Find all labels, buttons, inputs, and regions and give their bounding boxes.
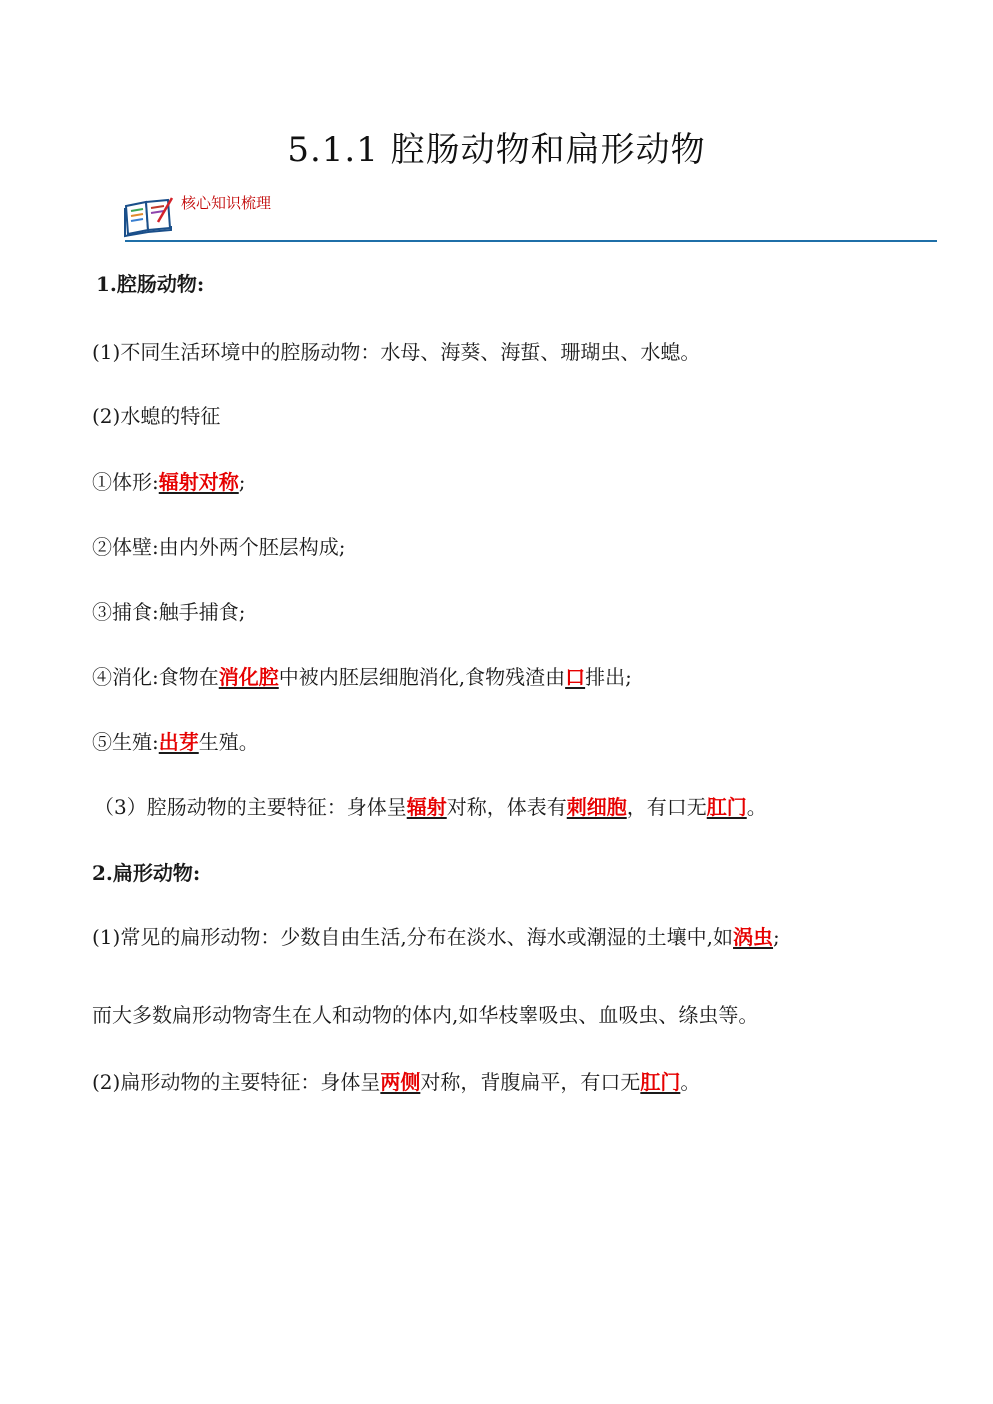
text: （3）腔肠动物的主要特征：身体呈 [94,795,407,819]
paragraph [92,1066,700,1095]
text: 中被内胚层细胞消化,食物残渣由 [278,665,566,689]
answer: 出芽 [158,730,199,754]
answer: 辐射对称 [158,470,239,494]
paragraph: ③捕食:触手捕食; [92,600,246,624]
paragraph: 而大多数扁形动物寄生在人和动物的体内,如华枝睾吸虫、血吸虫、绦虫等。 [92,1003,759,1027]
text: ①体形: [92,470,159,494]
heading-coelenterates: 1.腔肠动物: [96,272,205,296]
paragraph: (1)不同生活环境中的腔肠动物：水母、海葵、海蜇、珊瑚虫、水螅。 [92,340,701,364]
text: 生殖。 [198,730,259,754]
section-header [118,188,938,244]
answer: 消化腔 [218,665,279,689]
paragraph [92,726,259,755]
section-tag: 核心知识梳理 [181,194,272,212]
paragraph [92,661,632,690]
text: 。 [746,795,767,819]
text: ; [238,470,246,494]
paragraph [94,791,767,820]
answer: 涡虫 [733,925,774,949]
text: ; [773,925,780,949]
open-book-icon [122,194,174,238]
paragraph: (2)水螅的特征 [92,404,221,428]
paragraph [92,921,780,950]
answer: 口 [565,665,586,689]
divider [125,240,937,242]
text: (2)扁形动物的主要特征：身体呈 [92,1070,381,1094]
page-title: 5.1.1 腔肠动物和扁形动物 [287,130,706,170]
answer: 刺细胞 [566,795,627,819]
paragraph [92,466,246,495]
text: 对称，背腹扁平，有口无 [420,1070,641,1094]
text: 。 [680,1070,701,1094]
text: (1)常见的扁形动物：少数自由生活,分布在淡水、海水或潮湿的土壤中,如 [92,925,734,949]
answer: 两侧 [380,1070,421,1094]
text: 对称，体表有 [446,795,567,819]
text: ，有口无 [626,795,707,819]
text: ④消化:食物在 [92,665,219,689]
text: 排出; [585,665,632,689]
heading-flatworms: 2.扁形动物: [92,861,201,885]
paragraph: ②体壁:由内外两个胚层构成; [92,535,346,559]
answer: 肛门 [640,1070,681,1094]
answer: 肛门 [706,795,747,819]
answer: 辐射 [406,795,447,819]
text: ⑤生殖: [92,730,159,754]
